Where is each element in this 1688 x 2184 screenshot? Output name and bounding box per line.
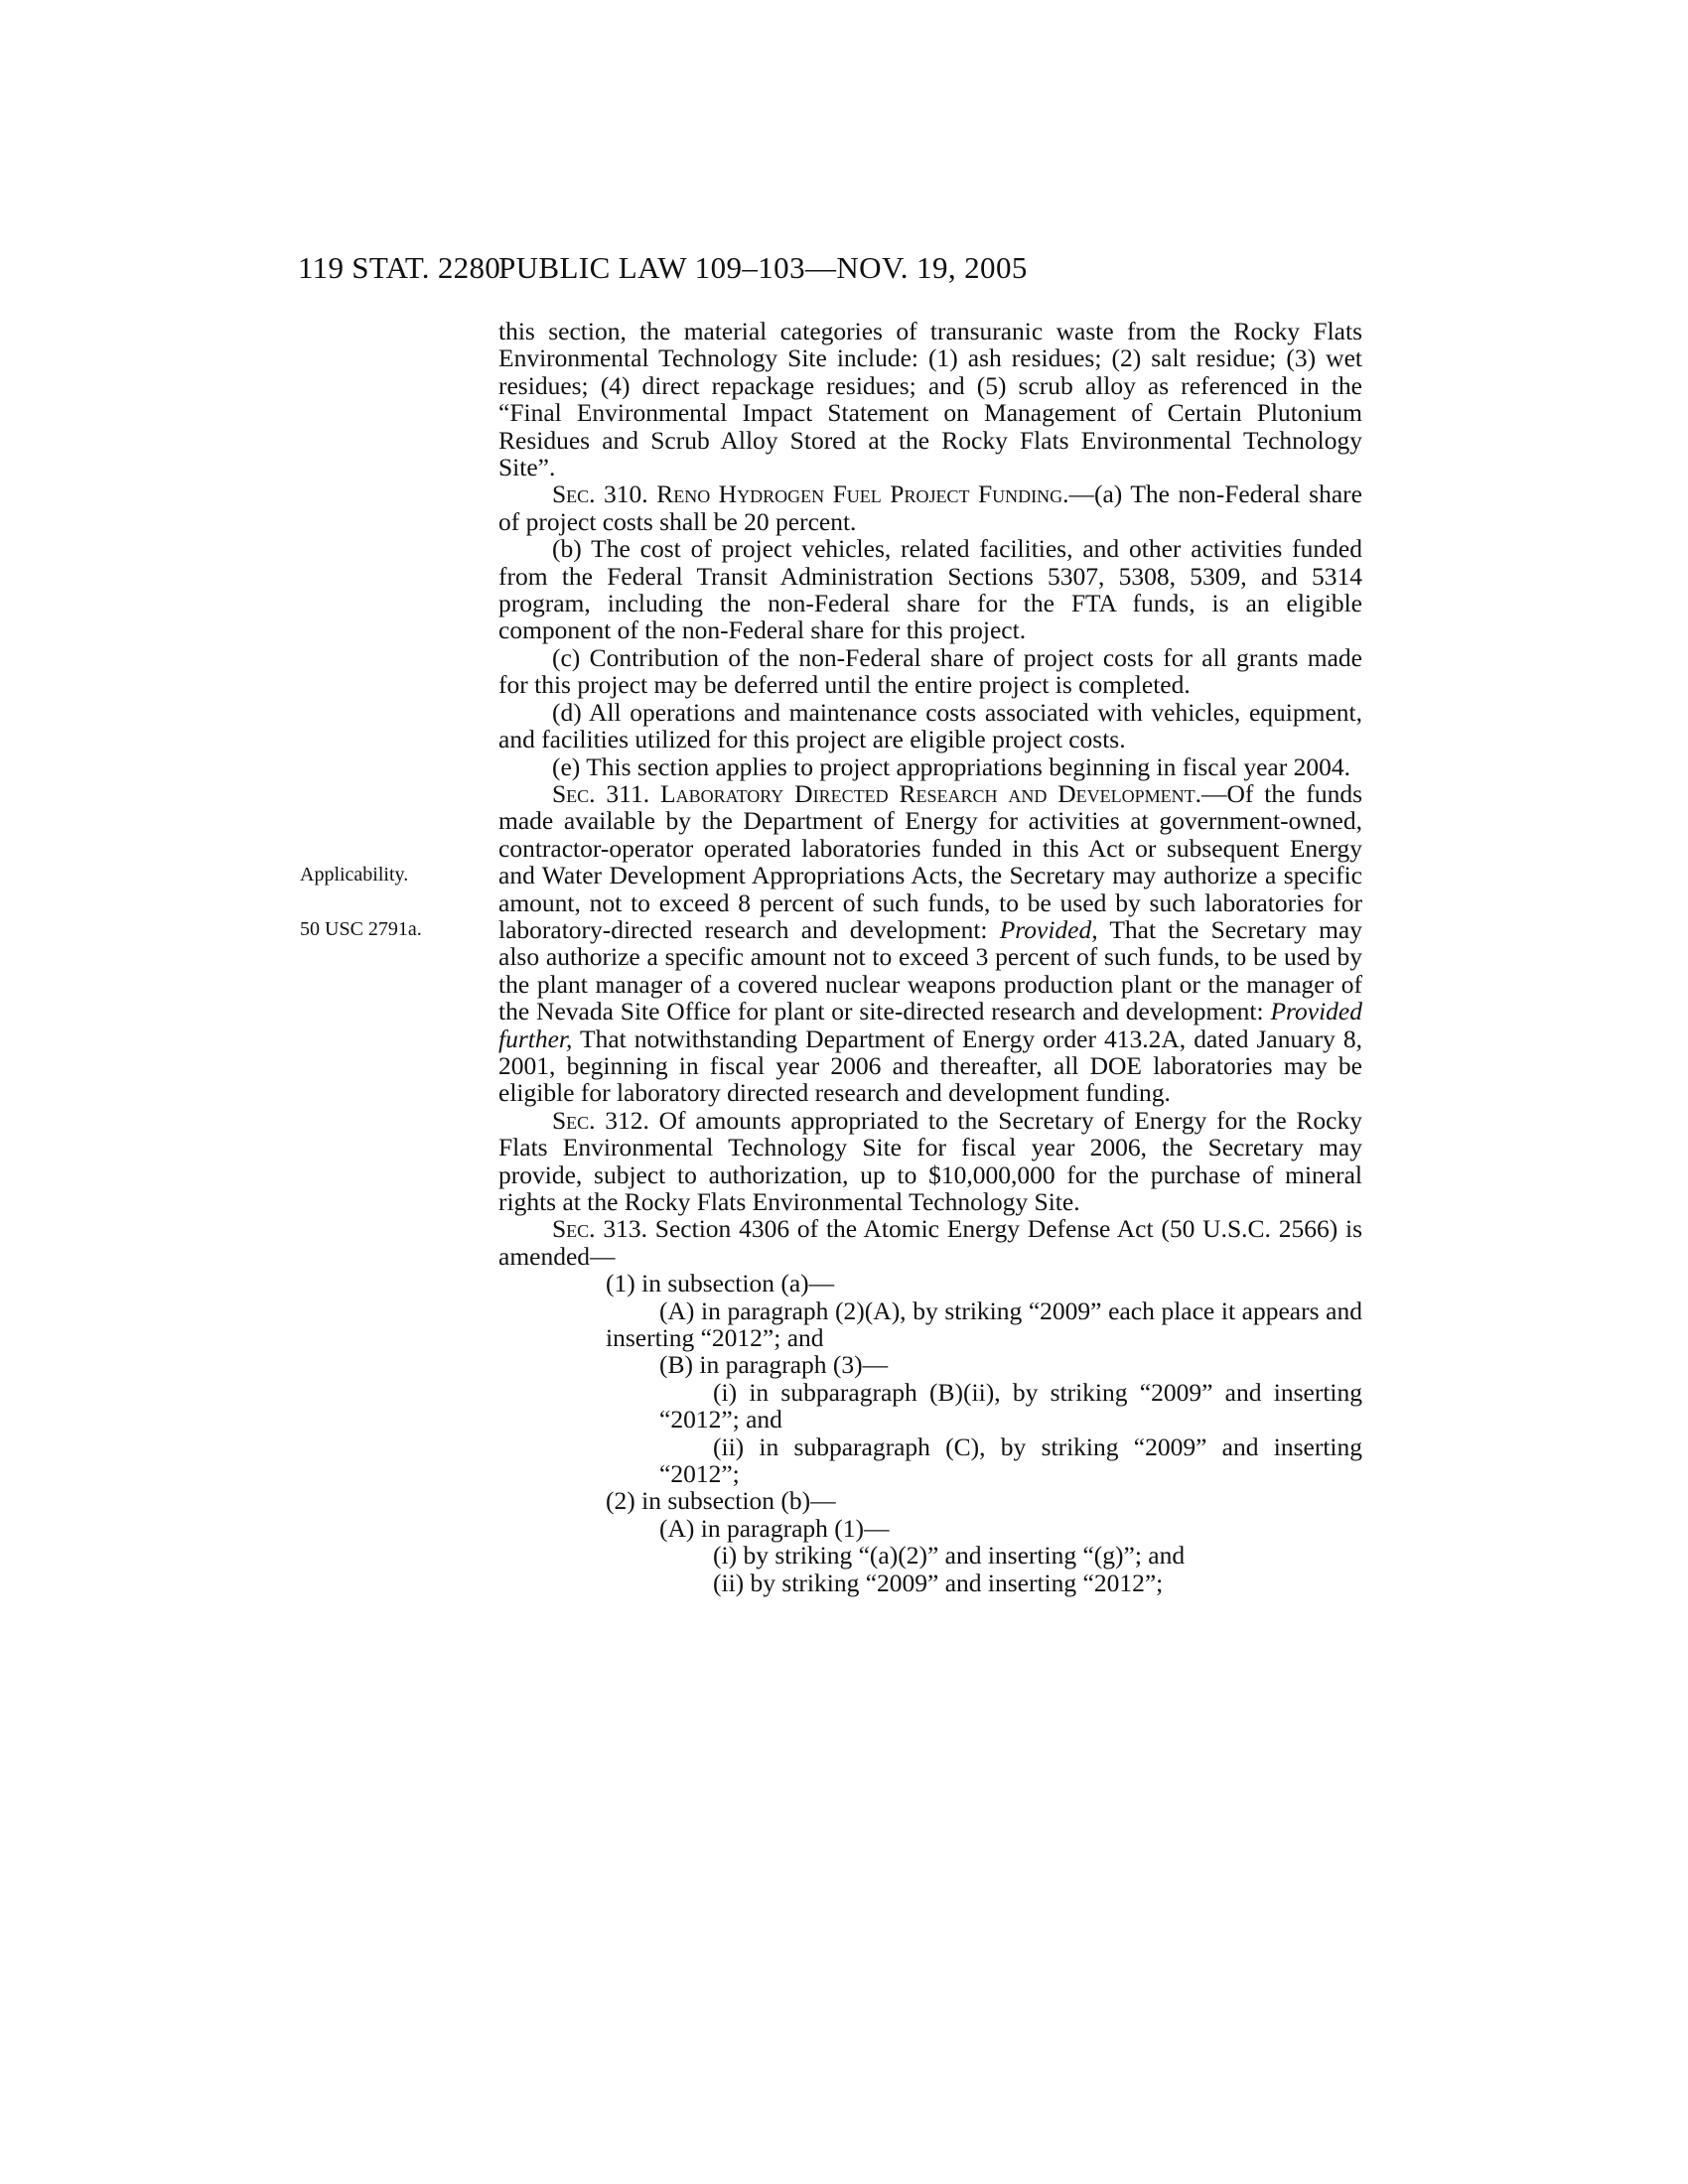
paragraph-intro: this section, the material categories of transuranic waste from the Rocky Flats Environmental Technology Site include: (1) ash residues; (2) salt residue; (3) wet residues; (4) direct repackage residues; and (5) scrub alloy as referenced in the “Final Environmental Impact Statement on Management of Certain Plutonium Residues and Scrub Alloy Stored at the Rocky Flats Environmental Technology Site”. (498, 317, 1362, 482)
amendment-item-2: (2) in subsection (b)— (606, 1486, 836, 1516)
statute-page-reference: 119 STAT. 2280 (298, 250, 501, 285)
section-313-label: Sec. 313. (552, 1214, 647, 1244)
amendment-item-1B: (B) in paragraph (3)— (659, 1350, 889, 1380)
section-313-text: Section 4306 of the Atomic Energy Defense Act (50 U.S.C. 2566) is amended— (498, 1214, 1362, 1271)
margin-note-usc-citation: 50 USC 2791a. (300, 918, 422, 940)
section-311-text-2: That the Secretary may also authorize a specific amount not to exceed 3 percent of such funds, to be used by the plant manager of a covered nuclear weapons production plant or the manager of the Nevada Site Office for plant or site-directed research and development: (498, 914, 1362, 1026)
section-312-text: Of amounts appropriated to the Secretary of Energy for the Rocky Flats Environmental Technology Site for fiscal year 2006, the Secretary may provide, subject to authorization, up to $10,000,000 for the purchase of mineral rights at the Rocky Flats Environmental Technology Site. (498, 1105, 1362, 1216)
statute-body (498, 318, 1362, 1596)
section-311 (498, 780, 1362, 1107)
section-313 (498, 1215, 1362, 1270)
margin-note-applicability: Applicability. (300, 864, 409, 886)
section-310-e: (e) This section applies to project appropriations beginning in fiscal year 2004. (552, 751, 1350, 781)
section-310-text: .—(a) The non-Federal share of project costs shall be 20 percent. (498, 479, 1362, 536)
amendment-item-1A: (A) in paragraph (2)(A), by striking “2009” each place it appears and inserting “2012”; and (606, 1296, 1362, 1353)
public-law-title: PUBLIC LAW 109–103—NOV. 19, 2005 (498, 250, 1028, 285)
amendment-item-1Bi: (i) in subparagraph (B)(ii), by striking “2009” and inserting “2012”; and (659, 1377, 1362, 1434)
running-head (0, 250, 1688, 290)
section-310-b: (b) The cost of project vehicles, related facilities, and other activities funded from the Federal Transit Administration Sections 5307, 5308, 5309, and 5314 program, including the non-Federal share for the FTA funds, is an eligible component of the non-Federal share for this project. (498, 534, 1362, 645)
section-311-text-3: That notwithstanding Department of Energy order 413.2A, dated January 8, 2001, beginning in fiscal year 2006 and thereafter, all DOE laboratories may be eligible for laboratory directed research and development funding. (498, 1024, 1362, 1108)
amendment-item-1: (1) in subsection (a)— (606, 1269, 835, 1298)
section-312 (498, 1107, 1362, 1216)
amendment-item-2Aii: (ii) by striking “2009” and inserting “2012”; (713, 1568, 1164, 1597)
amendment-item-1Bii: (ii) in subparagraph (C), by striking “2009” and inserting “2012”; (659, 1432, 1362, 1489)
section-311-heading: Laboratory Directed Research and Development (660, 778, 1196, 808)
section-312-label: Sec. 312. (552, 1105, 649, 1135)
amendment-item-2Ai: (i) by striking “(a)(2)” and inserting “(g)”; and (713, 1541, 1186, 1570)
section-310-label: Sec. 310. (552, 479, 648, 509)
section-311-provided-further: Provided further, (498, 997, 1362, 1053)
section-310-d: (d) All operations and maintenance costs associated with vehicles, equipment, and facilities utilized for this project are eligible project costs. (498, 697, 1362, 754)
section-310 (498, 480, 1362, 535)
section-310-c: (c) Contribution of the non-Federal share of project costs for all grants made for this project may be deferred until the entire project is completed. (498, 642, 1362, 700)
section-310-heading: Reno Hydrogen Fuel Project Funding (656, 479, 1063, 509)
section-311-label: Sec. 311. (552, 778, 650, 808)
section-311-provided: Provided, (999, 914, 1098, 944)
amendment-item-2A: (A) in paragraph (1)— (659, 1513, 890, 1543)
section-311-text-1: .—Of the funds made available by the Department of Energy for activities at government-owned, contractor-operator operated laboratories funded in this Act or subsequent Energy and Water Development Appropriations Acts, the Secretary may authorize a specific amount, not to exceed 8 percent of such funds, to be used by such laboratories for laboratory-directed research and development: (498, 778, 1362, 944)
